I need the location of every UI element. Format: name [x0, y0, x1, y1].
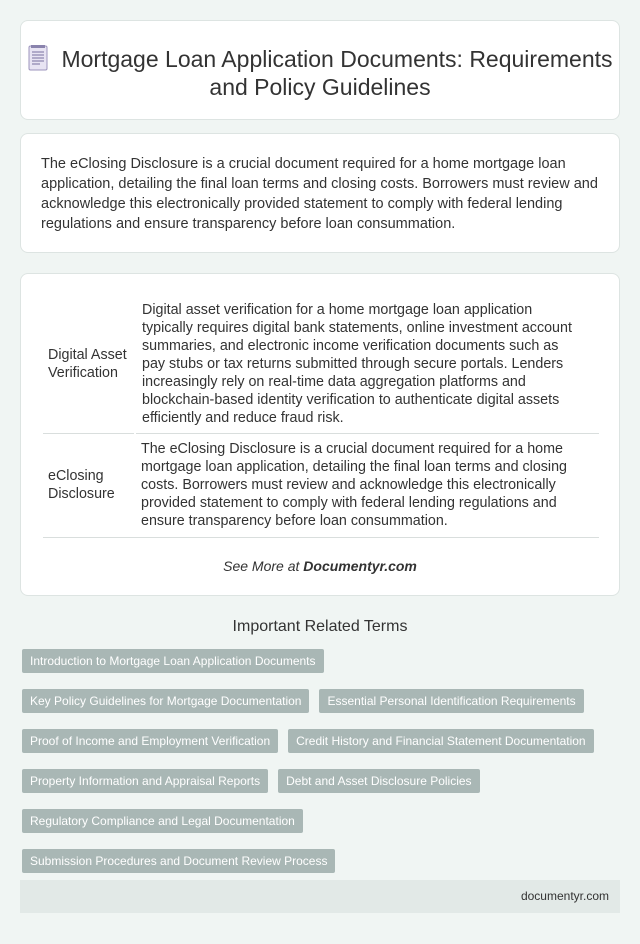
page-title-wrap — [21, 45, 619, 101]
intro-text: The eClosing Disclosure is a crucial document required for a home mortgage loan application, detailing the final loan terms and closing costs. Borrowers must review and acknowledge this electronically provided statement to comply with federal lending regulations and ensure transparency before loan consummation. — [41, 156, 598, 232]
intro-card — [20, 133, 620, 253]
footer — [20, 880, 620, 913]
header-card — [20, 20, 620, 120]
related-term-tag[interactable]: Property Information and Appraisal Reports — [22, 769, 268, 793]
document-description: Digital asset verification for a home mortgage loan application typically requires digital bank statements, online investment account summaries, and electronic income verification documents such as pay stubs or tax returns submitted through secure portals. Lenders increasingly rely on real-time data aggregation platforms and blockchain-based identity verification to authenticate digital assets efficiently and reduce fraud risk. — [135, 296, 599, 433]
page-title: Mortgage Loan Application Documents: Requirements and Policy Guidelines — [61, 46, 613, 100]
document-icon — [27, 45, 49, 71]
related-term-tag[interactable]: Debt and Asset Disclosure Policies — [278, 769, 479, 793]
table-row — [43, 433, 599, 537]
related-term-tag[interactable]: Credit History and Financial Statement Documentation — [288, 729, 593, 753]
related-term-tag[interactable]: Proof of Income and Employment Verification — [22, 729, 278, 753]
related-terms-tags — [22, 649, 618, 913]
related-term-tag[interactable]: Essential Personal Identification Requirements — [319, 689, 583, 713]
see-more-site[interactable]: Documentyr.com — [303, 558, 417, 574]
documents-table-card — [20, 273, 620, 596]
see-more-link[interactable] — [21, 558, 619, 574]
document-name: Digital Asset Verification — [43, 296, 135, 433]
related-terms-title: Important Related Terms — [232, 618, 408, 635]
footer-site-link[interactable]: documentyr.com — [520, 889, 609, 903]
document-name: eClosing Disclosure — [43, 433, 135, 537]
related-term-tag[interactable]: Submission Procedures and Document Review Process — [22, 849, 335, 873]
related-term-tag[interactable]: Regulatory Compliance and Legal Documentation — [22, 809, 303, 833]
related-term-tag[interactable]: Key Policy Guidelines for Mortgage Documentation — [22, 689, 309, 713]
document-description: The eClosing Disclosure is a crucial document required for a home mortgage loan application, detailing the final loan terms and closing costs. Borrowers must review and acknowledge this electronically provided statement to comply with federal lending regulations and ensure transparency before loan consummation. — [135, 433, 599, 537]
table-row — [43, 296, 599, 433]
documents-table — [43, 296, 599, 538]
see-more-prefix: See More at — [223, 558, 304, 574]
related-term-tag[interactable]: Introduction to Mortgage Loan Application Documents — [22, 649, 324, 673]
